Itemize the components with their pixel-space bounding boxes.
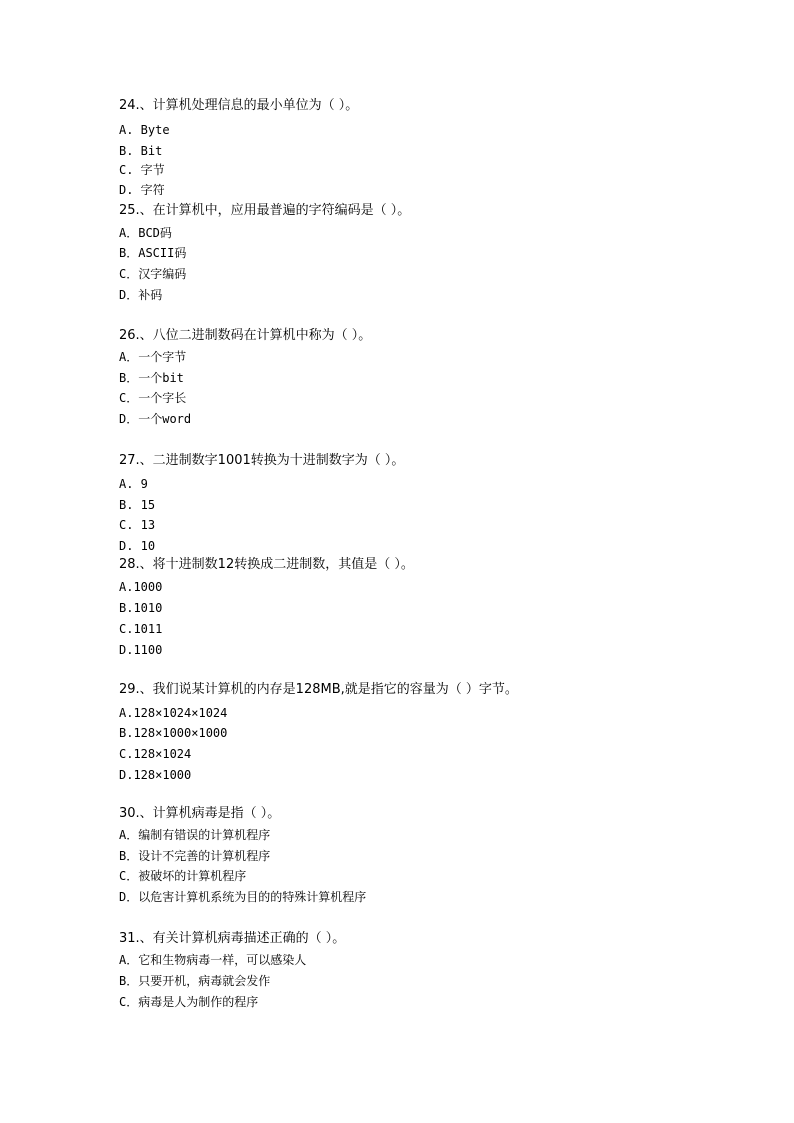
question-28-option-d: D.1100 bbox=[119, 643, 163, 657]
question-29-stem: 29.、我们说某计算机的内存是128MB,就是指它的容量为（ ）字节。 bbox=[119, 682, 518, 697]
question-24-option-c: C. 字节 bbox=[119, 163, 165, 177]
question-30-stem: 30.、计算机病毒是指（ ）。 bbox=[119, 806, 281, 821]
question-27-option-d: D. 10 bbox=[119, 539, 156, 553]
question-29-option-a: A.128×1024×1024 bbox=[119, 706, 228, 720]
question-26-option-c: C．一个字长 bbox=[119, 391, 187, 405]
question-31-option-c: C．病毒是人为制作的程序 bbox=[119, 995, 259, 1009]
question-26-option-d: D．一个word bbox=[119, 412, 192, 426]
question-24-option-a: A. Byte bbox=[119, 123, 170, 137]
question-29-option-c: C.128×1024 bbox=[119, 747, 192, 761]
question-31-option-a: A．它和生物病毒一样，可以感染人 bbox=[119, 953, 307, 967]
question-30-option-a: A．编制有错误的计算机程序 bbox=[119, 828, 271, 842]
question-26-option-a: A．一个字节 bbox=[119, 350, 187, 364]
question-28-option-b: B.1010 bbox=[119, 601, 163, 615]
question-28-stem: 28.、将十进制数12转换成二进制数，其值是（ ）。 bbox=[119, 557, 414, 572]
question-24-option-b: B. Bit bbox=[119, 144, 163, 158]
question-26-stem: 26.、八位二进制数码在计算机中称为（ ）。 bbox=[119, 328, 372, 343]
question-24-stem: 24.、计算机处理信息的最小单位为（ ）。 bbox=[119, 98, 359, 113]
question-25-stem: 25.、在计算机中，应用最普遍的字符编码是（ ）。 bbox=[119, 203, 411, 218]
question-25-option-b: B．ASCII码 bbox=[119, 246, 187, 260]
question-27-option-c: C. 13 bbox=[119, 518, 156, 532]
question-31-option-b: B．只要开机，病毒就会发作 bbox=[119, 974, 271, 988]
question-27-option-a: A. 9 bbox=[119, 477, 148, 491]
question-26-option-b: B．一个bit bbox=[119, 371, 184, 385]
question-25-option-a: A．BCD码 bbox=[119, 226, 172, 240]
question-30-option-b: B．设计不完善的计算机程序 bbox=[119, 849, 271, 863]
question-31-stem: 31.、有关计算机病毒描述正确的（ ）。 bbox=[119, 931, 346, 946]
question-27-stem: 27.、二进制数字1001转换为十进制数字为（ ）。 bbox=[119, 453, 405, 468]
question-29-option-b: B.128×1000×1000 bbox=[119, 726, 228, 740]
question-25-option-c: C．汉字编码 bbox=[119, 267, 187, 281]
question-30-option-c: C．被破坏的计算机程序 bbox=[119, 869, 247, 883]
question-30-option-d: D．以危害计算机系统为目的的特殊计算机程序 bbox=[119, 890, 367, 904]
question-25-option-d: D．补码 bbox=[119, 288, 163, 302]
question-24-option-d: D. 字符 bbox=[119, 183, 165, 197]
question-29-option-d: D.128×1000 bbox=[119, 768, 192, 782]
question-28-option-c: C.1011 bbox=[119, 622, 163, 636]
question-27-option-b: B. 15 bbox=[119, 498, 156, 512]
question-28-option-a: A.1000 bbox=[119, 580, 163, 594]
